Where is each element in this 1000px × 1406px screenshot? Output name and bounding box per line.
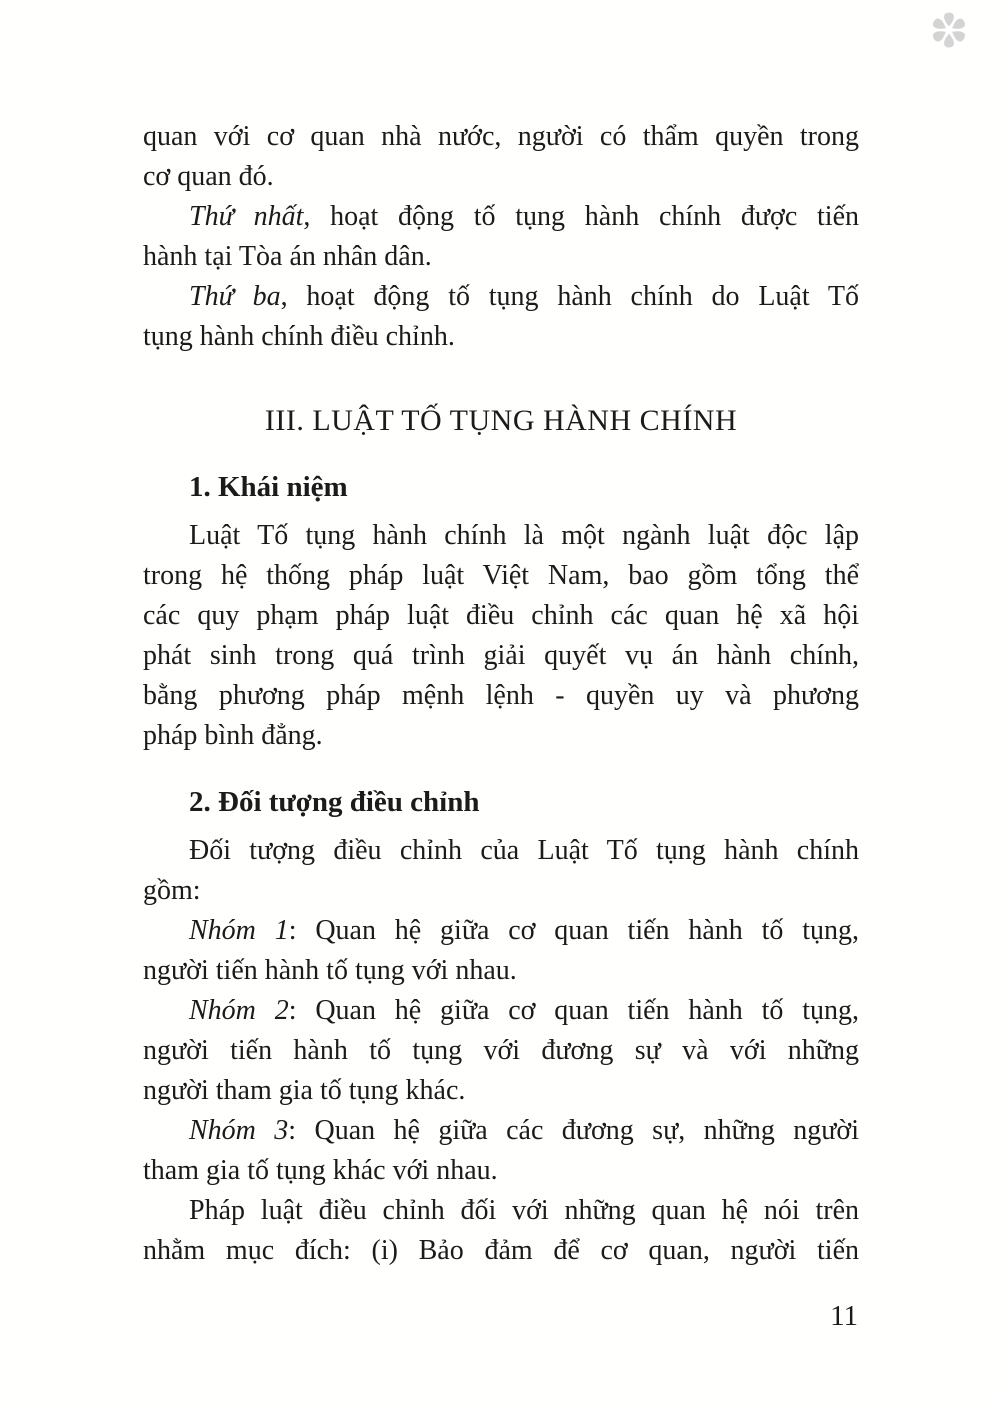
- text-line: [143, 951, 859, 991]
- text-line: [143, 1031, 859, 1071]
- text-line: [143, 676, 859, 716]
- paragraph: [143, 1191, 859, 1271]
- line-text: pháp bình đẳng.: [143, 720, 323, 751]
- line-text: người tham gia tố tụng khác.: [143, 1075, 466, 1106]
- line-text: trong hệ thống pháp luật Việt Nam, bao gồm tổng thể: [143, 560, 859, 591]
- section-title: 2. Đối tượng điều chỉnh: [189, 786, 480, 818]
- text-line: [143, 1111, 859, 1151]
- line-text: Đối tượng điều chỉnh của Luật Tố tụng hành chính: [189, 835, 859, 866]
- page-text: [143, 117, 859, 1271]
- paragraph: [143, 991, 859, 1111]
- paragraph: [143, 516, 859, 756]
- line-text: người tiến hành tố tụng với đương sự và với những: [143, 1035, 859, 1066]
- line-text: người tiến hành tố tụng với nhau.: [143, 955, 517, 986]
- lead-phrase: Nhóm 3: [189, 1115, 289, 1146]
- text-line: [143, 556, 859, 596]
- paragraph: [143, 117, 859, 197]
- line-text: phát sinh trong quá trình giải quyết vụ án hành chính,: [143, 640, 859, 671]
- line-text: : Quan hệ giữa cơ quan tiến hành tố tụng,: [288, 995, 859, 1026]
- line-text: , hoạt động tố tụng hành chính do Luật Tố: [280, 281, 860, 312]
- line-text: nhằm mục đích: (i) Bảo đảm để cơ quan, người tiến: [143, 1235, 859, 1266]
- line-text: các quy phạm pháp luật điều chỉnh các quan hệ xã hội: [143, 600, 859, 631]
- line-text: quan với cơ quan nhà nước, người có thẩm quyền trong: [143, 121, 859, 152]
- lead-phrase: Thứ ba: [189, 281, 281, 312]
- text-line: [143, 197, 859, 237]
- text-line: [143, 237, 859, 277]
- paragraph: [143, 911, 859, 991]
- text-line: [143, 1231, 859, 1271]
- text-line: [143, 991, 859, 1031]
- text-line: [143, 117, 859, 157]
- line-text: gồm:: [143, 875, 201, 906]
- lead-phrase: Nhóm 2: [189, 995, 289, 1026]
- line-text: tham gia tố tụng khác với nhau.: [143, 1155, 498, 1186]
- text-line: [143, 716, 859, 756]
- paragraph: [143, 277, 859, 357]
- line-text: Pháp luật điều chỉnh đối với những quan hệ nói trên: [189, 1195, 859, 1226]
- main-heading: III. LUẬT TỐ TỤNG HÀNH CHÍNH: [264, 404, 738, 437]
- lead-phrase: Thứ nhất: [189, 201, 304, 232]
- line-text: , hoạt động tố tụng hành chính được tiến: [303, 201, 860, 232]
- line-text: : Quan hệ giữa các đương sự, những người: [288, 1115, 859, 1146]
- text-line: [143, 911, 859, 951]
- line-text: : Quan hệ giữa cơ quan tiến hành tố tụng,: [288, 915, 859, 946]
- line-text: bằng phương pháp mệnh lệnh - quyền uy và phương: [143, 680, 859, 711]
- text-line: [143, 636, 859, 676]
- text-line: [143, 1071, 859, 1111]
- text-line: [143, 871, 859, 911]
- lead-phrase: Nhóm 1: [189, 915, 289, 946]
- line-text: Luật Tố tụng hành chính là một ngành luật độc lập: [189, 520, 859, 551]
- text-line: [143, 1191, 859, 1231]
- section-title: 1. Khái niệm: [189, 471, 348, 503]
- text-line: [143, 1151, 859, 1191]
- text-line: [143, 596, 859, 636]
- line-text: cơ quan đó.: [143, 161, 274, 192]
- paragraph: [143, 831, 859, 911]
- paragraph: [143, 197, 859, 277]
- flower-icon: [928, 8, 970, 50]
- line-text: tụng hành chính điều chỉnh.: [143, 321, 455, 352]
- paragraph: [143, 1111, 859, 1191]
- page-number: 11: [830, 1300, 858, 1332]
- text-line: [143, 157, 859, 197]
- text-line: [143, 277, 859, 317]
- line-text: hành tại Tòa án nhân dân.: [143, 241, 432, 272]
- text-line: [143, 831, 859, 871]
- text-line: [143, 317, 859, 357]
- text-line: [143, 516, 859, 556]
